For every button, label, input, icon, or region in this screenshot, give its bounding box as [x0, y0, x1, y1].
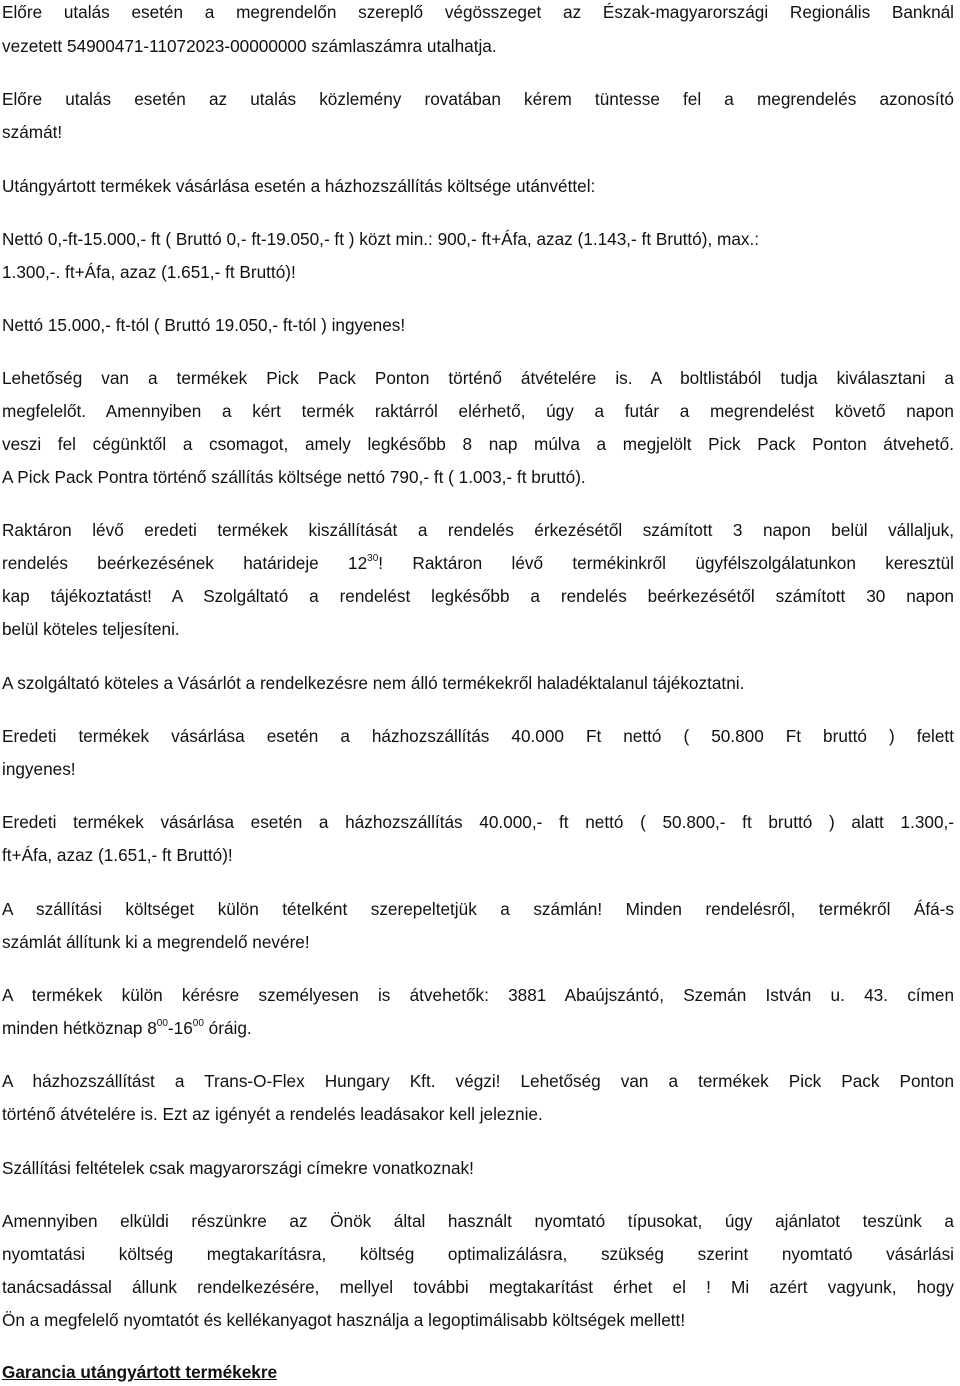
text-line: minden hétköznap $8^{00}-16^{00}$ óráig. [2, 1018, 252, 1038]
text-line: belül köteles teljesíteni. [2, 619, 180, 639]
text-line: A szolgáltató köteles a Vásárlót a rendelkezésre nem álló termékekről haladéktalanul tájékoztatni. [2, 673, 745, 693]
text-line: A Pick Pack Pontra történő szállítás költsége nettó 790,- ft ( 1.003,- ft bruttó). [2, 467, 586, 487]
text-line: kap tájékoztatást! A Szolgáltató a rendelést legkésőbb a rendelés beérkezésétől számított 30 napon [2, 586, 954, 606]
text-line: ingyenes! [2, 759, 76, 779]
text-line: A szállítási költséget külön tételként szerepeltetjük a számlán! Minden rendelésről, termékről Áfá-s [2, 899, 954, 919]
text-line: nyomtatási költség megtakarításra, költség optimalizálásra, szükség szerint nyomtató vásárlási [2, 1244, 954, 1264]
text-line: 1.300,-. ft+Áfa, azaz (1.651,- ft Bruttó)! [2, 262, 296, 282]
text-line: A házhozszállítást a Trans-O-Flex Hungary Kft. végzi! Lehetőség van a termékek Pick Pack Ponton [2, 1071, 954, 1091]
text-line: ft+Áfa, azaz (1.651,- ft Bruttó)! [2, 845, 233, 865]
text-line: Nettó 15.000,- ft-tól ( Bruttó 19.050,- ft-tól ) ingyenes! [2, 315, 406, 335]
text-line: történő átvételére is. Ezt az igényét a rendelés leadásakor kell jeleznie. [2, 1104, 543, 1124]
text-line: Nettó 0,-ft-15.000,- ft ( Bruttó 0,- ft-19.050,- ft ) közt min.: 900,- ft+Áfa, azaz (1.143,- ft Bruttó), max.: [2, 229, 760, 249]
text-line: vezetett 54900471-11072023-00000000 számlaszámra utalhatja. [2, 36, 497, 56]
text-line: rendelés beérkezésének határideje $12^{30}$! Raktáron lévő termékinkről ügyfélszolgálatunkon keresztül [2, 553, 955, 573]
text-line: Utángyártott termékek vásárlása esetén a házhozszállítás költsége utánvéttel: [2, 176, 596, 196]
text-line: Előre utalás esetén az utalás közlemény rovatában kérem tüntesse fel a megrendelés azonosító [2, 89, 954, 109]
text-line: Szállítási feltételek csak magyarországi címekre vonatkoznak! [2, 1158, 474, 1178]
text-line: A termékek külön kérésre személyesen is átvehetők: 3881 Abaújszántó, Szemán István u. 43. címen [2, 985, 954, 1005]
text-line: számát! [2, 122, 63, 142]
text-line: Ön a megfelelő nyomtatót és kellékanyagot használja a legoptimálisabb költségek mellett! [2, 1310, 686, 1330]
text-line: Eredeti termékek vásárlása esetén a házhozszállítás 40.000 Ft nettó ( 50.800 Ft bruttó ) felett [2, 726, 954, 746]
text-line: Raktáron lévő eredeti termékek kiszállítását a rendelés érkezésétől számított 3 napon belül vállaljuk, [2, 520, 954, 540]
text-line: megfelelőt. Amennyiben a kért termék raktárról elérhető, úgy a futár a megrendelést követő napon [2, 401, 954, 421]
text-line: számlát állítunk ki a megrendelő nevére! [2, 932, 310, 952]
section-heading: Garancia utángyártott termékekre [2, 1362, 278, 1382]
text-line: Eredeti termékek vásárlása esetén a házhozszállítás 40.000,- ft nettó ( 50.800,- ft bruttó ) alatt 1.300,- [2, 812, 954, 832]
text-line: Előre utalás esetén a megrendelőn szereplő végösszeget az Észak-magyarországi Regionális Banknál [2, 2, 954, 22]
text-line: veszi fel cégünktől a csomagot, amely legkésőbb 8 nap múlva a megjelölt Pick Pack Ponton átvehető. [2, 434, 954, 454]
text-line: Amennyiben elküldi részünkre az Önök által használt nyomtató típusokat, úgy ajánlatot teszünk a [2, 1211, 954, 1231]
text-line: Lehetőség van a termékek Pick Pack Ponton történő átvételére is. A boltlistából tudja kiválasztani a [2, 368, 954, 388]
text-line: tanácsadással állunk rendelkezésére, mellyel további megtakarítást érhet el ! Mi azért vagyunk, hogy [2, 1277, 954, 1297]
